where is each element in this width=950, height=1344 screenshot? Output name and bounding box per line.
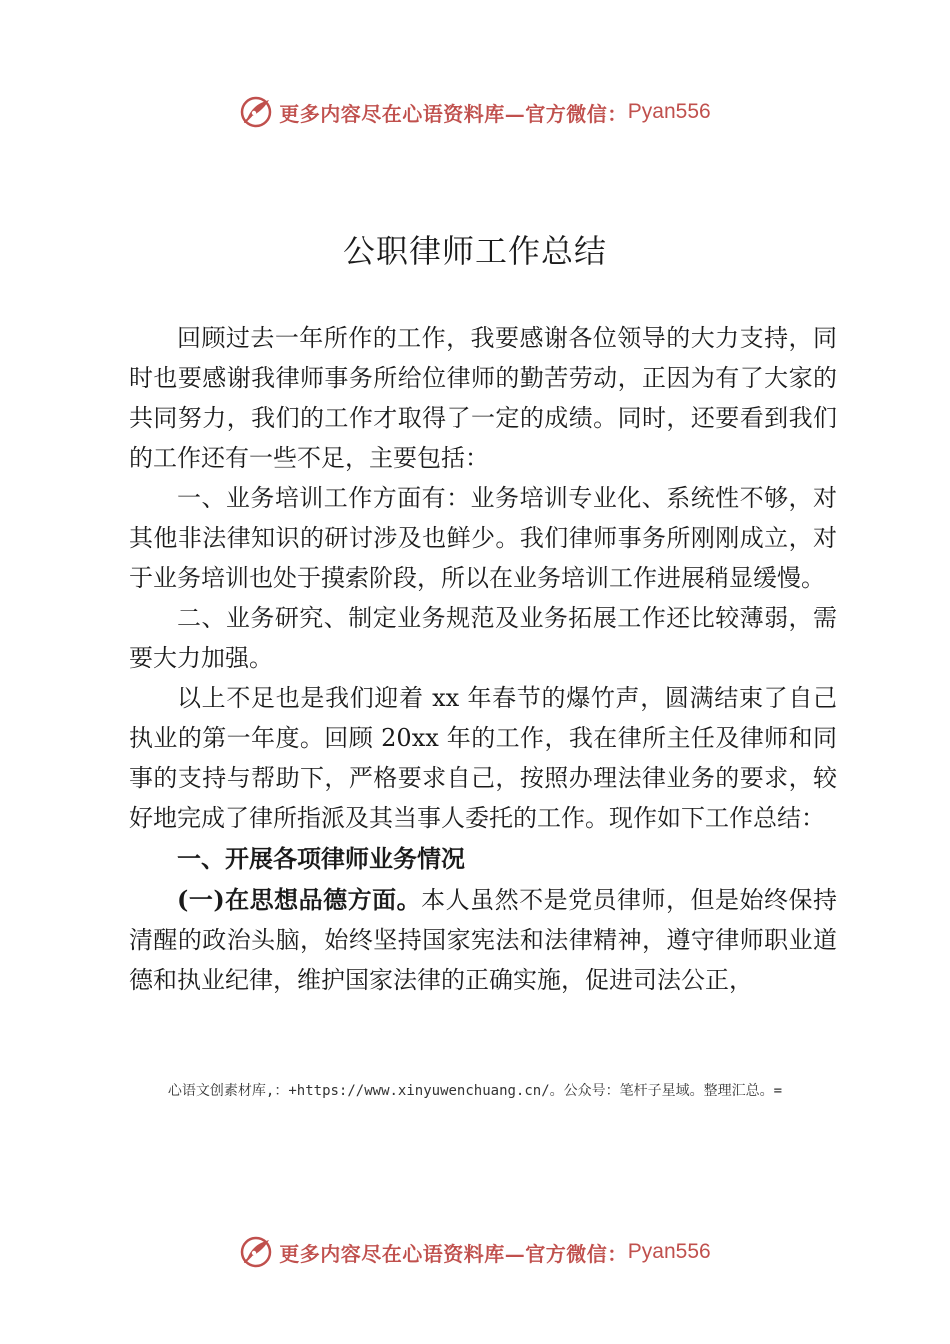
document-title: 公职律师工作总结 xyxy=(342,232,607,270)
paragraph-shortcoming-2: 二、业务研究、制定业务规范及业务拓展工作还比较薄弱，需要大力加强。 xyxy=(129,604,837,672)
source-note: 心语文创素材库,：+https://www.xinyuwenchuang.cn/。公众号：笔杆子星域。整理汇总。= xyxy=(167,1083,783,1099)
banner-wechat-id: Pyan556 xyxy=(627,100,711,123)
pen-nib-logo-icon xyxy=(239,1235,273,1269)
header-banner xyxy=(0,92,950,132)
banner-text: 更多内容尽在心语资料库—官方微信： xyxy=(279,101,628,126)
subsection-lead: (一)在思想品德方面。 xyxy=(177,885,422,914)
banner-wechat-id: Pyan556 xyxy=(627,1240,711,1263)
banner-text: 更多内容尽在心语资料库—官方微信： xyxy=(279,1241,628,1266)
subsection-text: 本人虽然不是党员律师，但是始终保持清醒的政治头脑，始终坚持国家宪法和法律精神，遵守律师职业道德和执业纪律，维护国家法律的正确实施，促进司法公正， xyxy=(129,886,837,994)
paragraph-shortcoming-1: 一、业务培训工作方面有：业务培训专业化、系统性不够，对其他非法律知识的研讨涉及也鲜少。我们律师事务所刚刚成立，对于业务培训也处于摸索阶段，所以在业务培训工作进展稍显缓慢。 xyxy=(129,484,837,592)
document-body xyxy=(129,318,837,1000)
paragraph-intro: 回顾过去一年所作的工作，我要感谢各位领导的大力支持，同时也要感谢我律师事务所给位律师的勤苦劳动，正因为有了大家的共同努力，我们的工作才取得了一定的成绩。同时，还要看到我们的工作还有一些不足，主要包括： xyxy=(129,324,837,472)
section-heading: 一、开展各项律师业务情况 xyxy=(177,845,465,873)
paragraph-summary: 以上不足也是我们迎着 xx 年春节的爆竹声，圆满结束了自己执业的第一年度。回顾 20xx 年的工作，我在律所主任及律师和同事的支持与帮助下，严格要求自己，按照办理法律业务的要求，较好地完成了律所指派及其当事人委托的工作。现作如下工作总结： xyxy=(129,684,837,832)
pen-nib-logo-icon xyxy=(239,95,273,129)
paragraph-ethics xyxy=(129,880,837,1000)
footer-banner xyxy=(0,1232,950,1272)
